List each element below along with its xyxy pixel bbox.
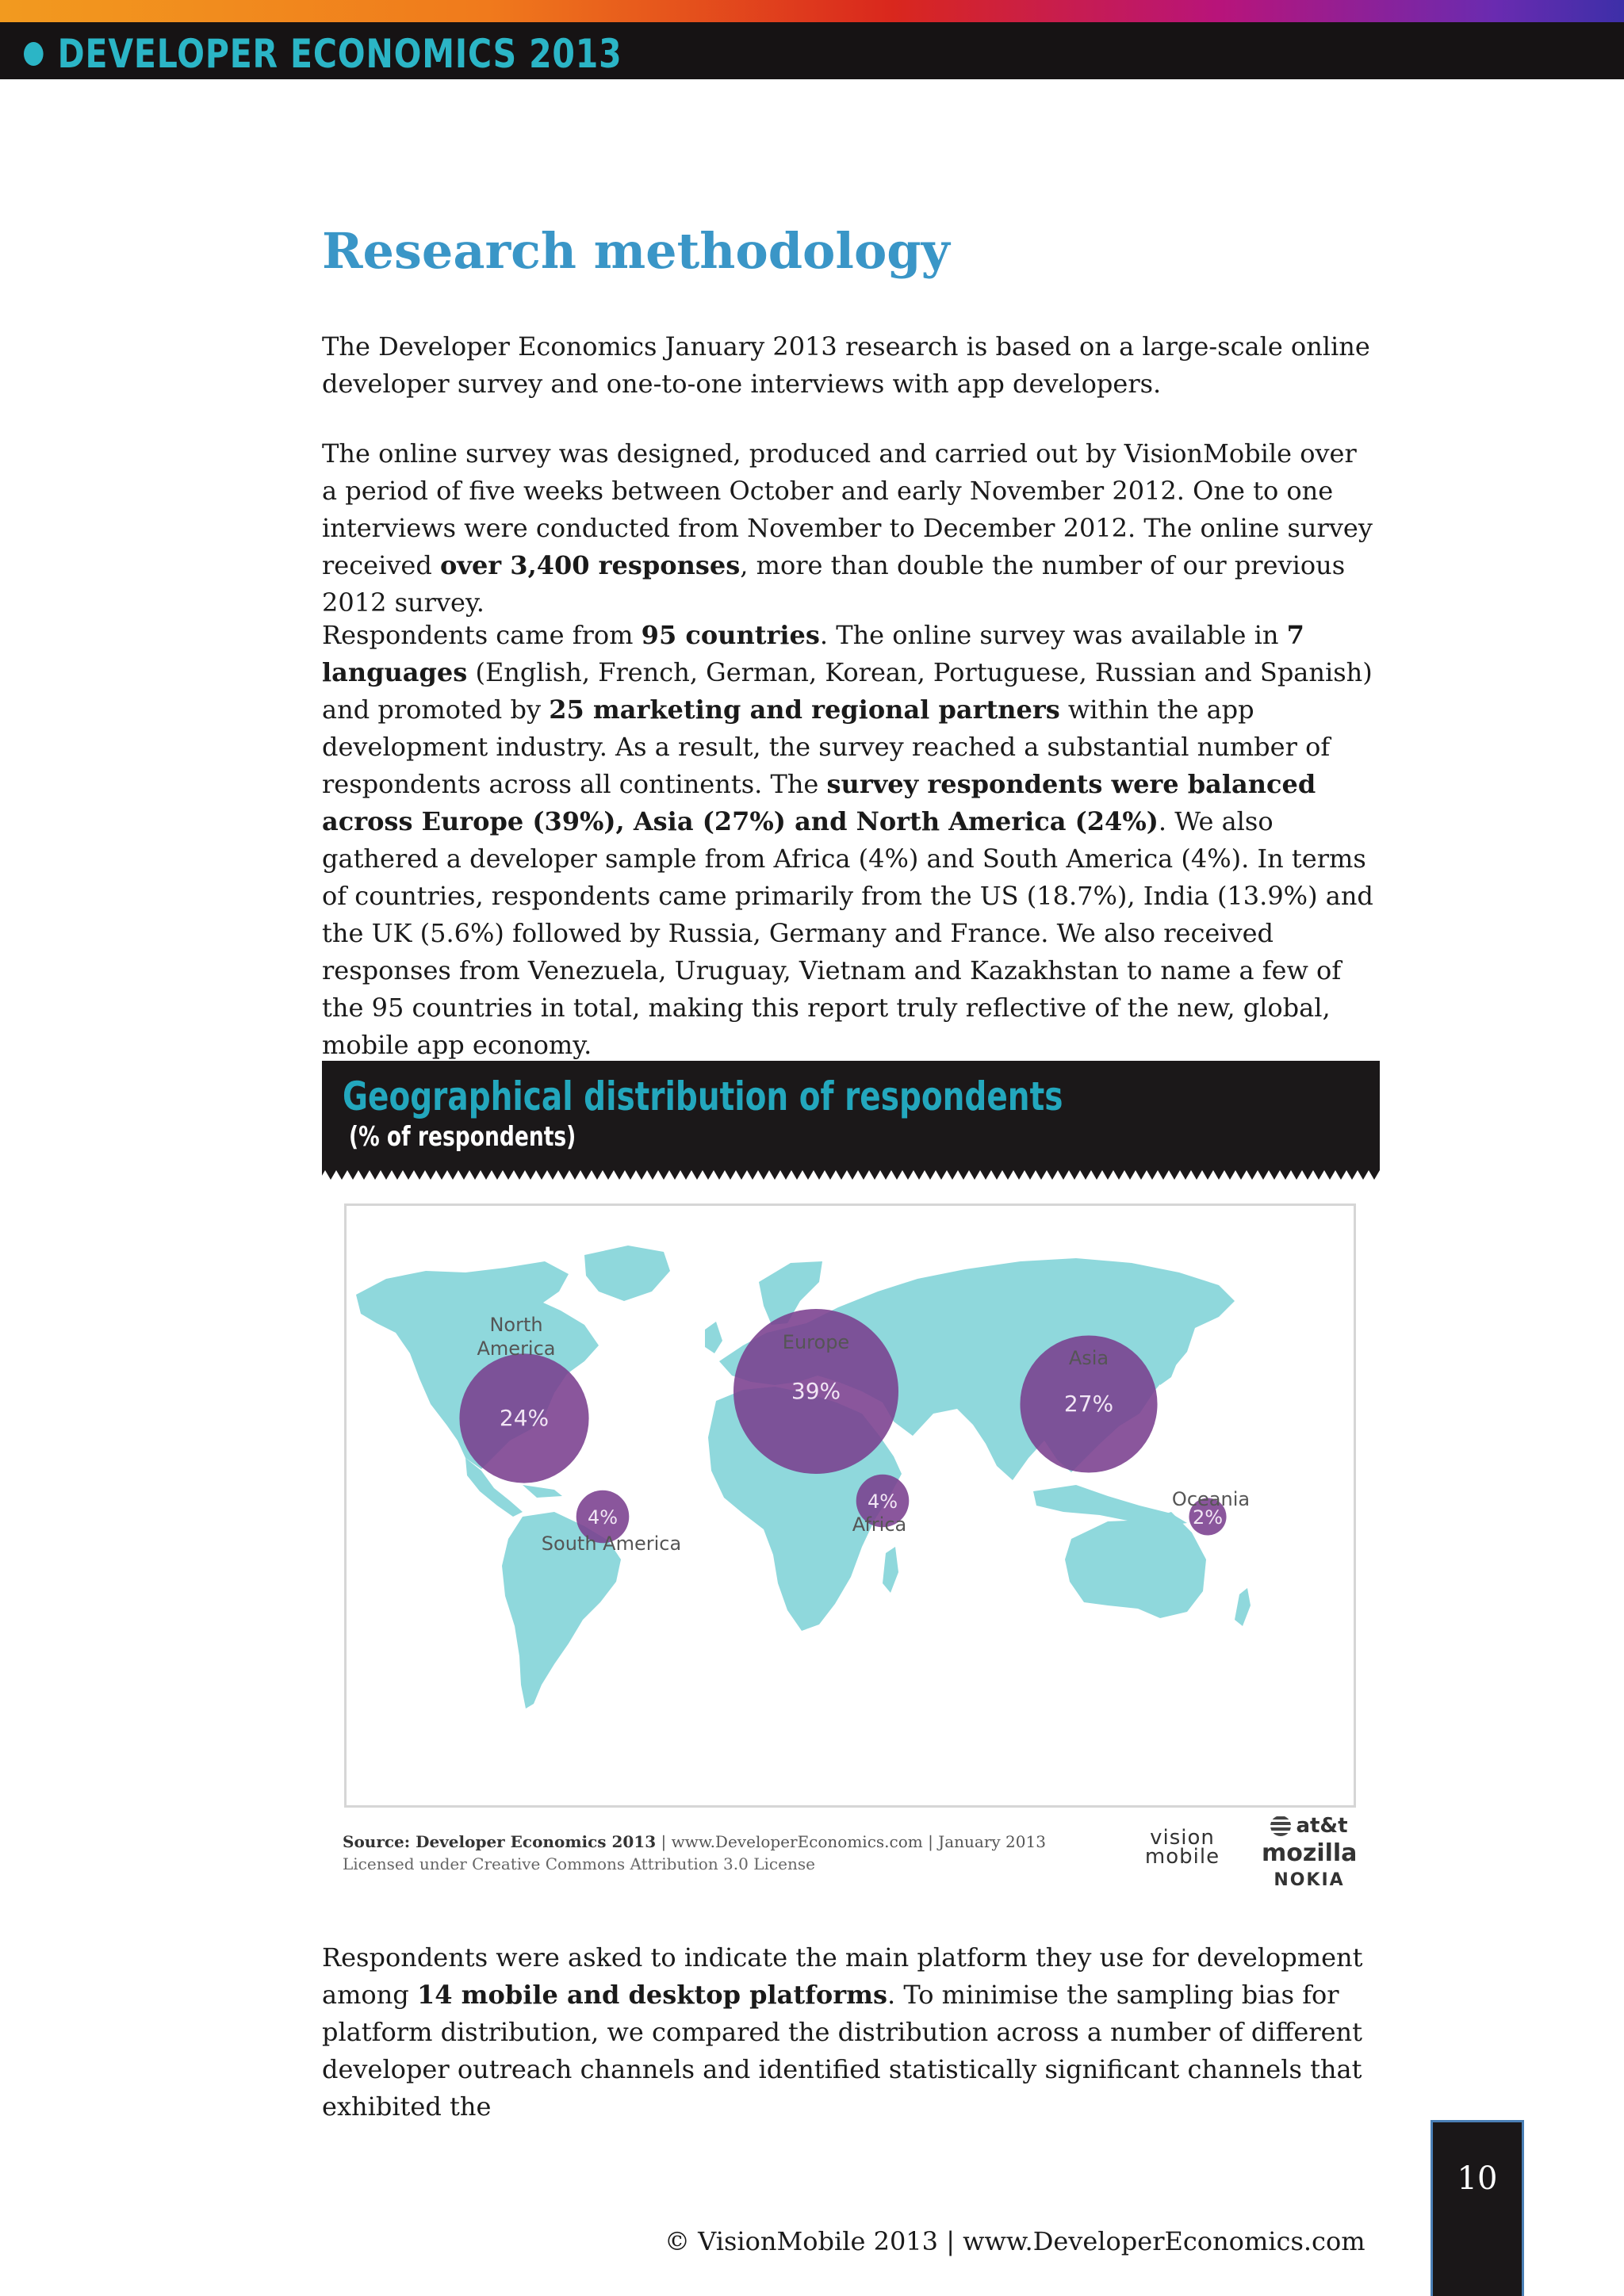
visionmobile-logo xyxy=(1123,1826,1242,1869)
world-map-svg xyxy=(347,1206,1354,1805)
bubble-label-oceania: 2% xyxy=(1192,1506,1224,1529)
region-name-africa: Africa xyxy=(852,1513,907,1536)
top-banner xyxy=(0,0,1624,79)
paragraph-3 xyxy=(322,617,1377,1064)
uk-shape xyxy=(705,1322,722,1353)
paragraph-3-text-i: . We also gathered a developer sample from Africa (4%) and South America (4%). In terms of countries, respondents came primarily from the US (18.7%), India (13.9%) and the UK (5.6%) followed by Russia, Germany and France. We also received responses from Venezuela, Uruguay, Vietnam and Kazakhstan to name a few of the 95 countries in total, making this report truly reflective of the new, global, mobile app economy. xyxy=(322,806,1373,1060)
region-name-north-america-1: North xyxy=(489,1314,543,1336)
page-footer: © VisionMobile 2013 | www.DeveloperEconomics.com xyxy=(665,2226,1365,2256)
bubble-label-north-america: 24% xyxy=(499,1405,550,1431)
page-number-box xyxy=(1431,2120,1524,2296)
madagascar-shape xyxy=(883,1547,898,1593)
paragraph-3-bold-b: 95 countries xyxy=(641,620,820,650)
source-rest: | www.DeveloperEconomics.com | January 2013 xyxy=(656,1832,1046,1851)
source-bold: Source: Developer Economics 2013 xyxy=(343,1832,657,1851)
paragraph-3-bold-f: 25 marketing and regional partners xyxy=(549,695,1060,725)
paragraph-4-text-c: . To minimise the sampling bias for platform distribution, we compared the distribution across a number of different developer outreach channels and identified statistically significant channels that exhibited the xyxy=(322,1980,1362,2122)
paragraph-4 xyxy=(322,1939,1377,2126)
partner-logos xyxy=(1262,1814,1357,1890)
paragraph-4-bold: 14 mobile and desktop platforms xyxy=(416,1980,887,2010)
bubble-label-europe: 39% xyxy=(791,1378,841,1404)
figure-subtitle: (% of respondents) xyxy=(349,1121,576,1153)
world-map xyxy=(344,1203,1356,1808)
bubble-label-africa: 4% xyxy=(867,1490,898,1513)
paragraph-2-text-c: , more than double the number of our previous 2012 survey. xyxy=(322,550,1346,618)
australia-shape xyxy=(1065,1512,1206,1618)
paragraph-3-text-a: Respondents came from xyxy=(322,620,642,650)
paragraph-4-text-a: Respondents were asked to indicate the main platform they use for development among xyxy=(322,1942,1363,2010)
paragraph-2 xyxy=(322,435,1377,622)
region-name-asia: Asia xyxy=(1068,1347,1109,1369)
paragraph-1-text: The Developer Economics January 2013 research is based on a large-scale online developer survey and one-to-one interviews with app developers. xyxy=(322,331,1370,399)
paragraph-3-bold-d: 7 languages xyxy=(322,620,1304,687)
paragraph-2-bold: over 3,400 responses xyxy=(440,550,741,580)
visionmobile-logo-bottom: mobile xyxy=(1144,1845,1220,1869)
title-block xyxy=(322,222,1377,280)
region-name-south-america: South America xyxy=(541,1533,682,1555)
region-name-north-america-2: America xyxy=(477,1337,556,1360)
new-zealand-shape xyxy=(1235,1588,1251,1626)
paragraph-1 xyxy=(322,328,1377,403)
color-stripe xyxy=(0,0,1624,22)
att-logo xyxy=(1262,1814,1357,1838)
nokia-logo: NOKIA xyxy=(1274,1870,1345,1890)
figure-source xyxy=(343,1832,1046,1851)
paragraph-3-text-g: within the app development industry. As a result, the survey reached a substantial number of respondents across all continents. The xyxy=(322,695,1331,799)
figure-license: Licensed under Creative Commons Attribution 3.0 License xyxy=(343,1854,815,1873)
paragraph-3-text-c: . The online survey was available in xyxy=(819,620,1287,650)
bubble-label-south-america: 4% xyxy=(587,1506,619,1529)
brand-logo xyxy=(24,30,622,78)
att-globe-icon xyxy=(1270,1816,1291,1836)
figure-title: Geographical distribution of respondents xyxy=(343,1073,1063,1119)
paragraph-3-bold-h: survey respondents were balanced across Europe (39%), Asia (27%) and North America (24%) xyxy=(322,769,1316,836)
figure-header xyxy=(322,1061,1380,1180)
mozilla-logo: mozilla xyxy=(1262,1839,1358,1867)
paragraph-2-text-a: The online survey was designed, produced and carried out by VisionMobile over a period of five weeks between October and early November 2012. One to one interviews were conducted from November to December 2012. The online survey received xyxy=(322,438,1373,580)
brand-dot-icon xyxy=(24,42,44,66)
page-title: Research methodology xyxy=(322,222,950,280)
paragraph-3-text-e: (English, French, German, Korean, Portuguese, Russian and Spanish) and promoted by xyxy=(322,657,1373,725)
brand-text: DEVELOPER ECONOMICS 2013 xyxy=(57,31,622,77)
bubble-label-asia: 27% xyxy=(1063,1391,1114,1417)
att-logo-text: at&t xyxy=(1296,1814,1348,1838)
geo-distribution-figure xyxy=(322,1061,1380,1911)
region-name-oceania: Oceania xyxy=(1171,1488,1251,1510)
visionmobile-logo-top: vision xyxy=(1150,1826,1215,1850)
region-name-europe: Europe xyxy=(782,1331,850,1353)
greenland-shape xyxy=(584,1246,670,1301)
page-number: 10 xyxy=(1457,2160,1498,2197)
caribbean-shape xyxy=(523,1485,562,1498)
